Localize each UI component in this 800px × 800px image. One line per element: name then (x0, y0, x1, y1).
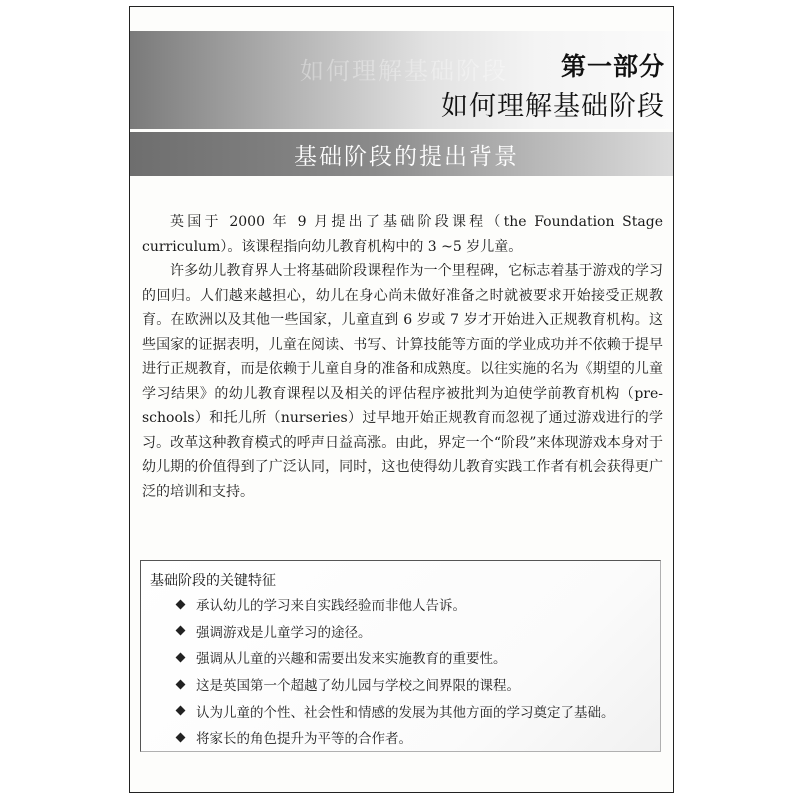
feature-text: 承认幼儿的学习来自实践经验而非他人告诉。 (196, 598, 466, 615)
diamond-bullet-icon (176, 599, 186, 609)
feature-list (177, 591, 615, 751)
diamond-bullet-icon (176, 653, 186, 663)
feature-text: 强调从儿童的兴趣和需要出发来实施教育的重要性。 (196, 651, 507, 668)
feature-item (177, 618, 615, 645)
diamond-bullet-icon (176, 706, 186, 716)
book-page (129, 6, 674, 793)
header-ghost-text: 如何理解基础阶段 (300, 57, 508, 85)
paragraph: 英国于 2000 年 9 月提出了基础阶段课程（the Foundation Stage curriculum）。该课程指向幼儿教育机构中的 3 ~5 岁儿童。 (142, 214, 663, 255)
part-label: 第一部分 (560, 52, 665, 81)
feature-item (177, 591, 615, 618)
diamond-bullet-icon (176, 679, 186, 689)
key-features-box (140, 560, 661, 752)
feature-text: 强调游戏是儿童学习的途径。 (196, 624, 372, 641)
feature-text: 将家长的角色提升为平等的合作者。 (196, 731, 412, 748)
section-title: 基础阶段的提出背景 (294, 144, 519, 170)
feature-text: 认为儿童的个性、社会性和情感的发展为其他方面的学习奠定了基础。 (196, 704, 615, 721)
diamond-bullet-icon (176, 626, 186, 636)
diamond-bullet-icon (176, 732, 186, 742)
feature-item (177, 724, 615, 751)
body-text (142, 210, 663, 504)
part-title: 如何理解基础阶段 (441, 91, 665, 122)
paragraph: 许多幼儿教育界人士将基础阶段课程作为一个里程碑，它标志着基于游戏的学习的回归。人们越来越担心，幼儿在身心尚未做好准备之时就被要求开始接受正规教育。在欧洲以及其他一些国家，儿童直到 6 岁或 7 岁才开始进入正规教育机构。这些国家的证据表明，儿童在阅读、书写、计算技能等方面的学业成功并不依赖于提早进行正规教育，而是依赖于儿童自身的准备和成熟度。以往实施的名为《期望的儿童学习结果》的幼儿教育课程以及相关的评估程序被批判为迫使学前教育机构（pre-schools）和托儿所（nurseries）过早地开始正规教育而忽视了通过游戏进行的学习。改革这种教育模式的呼声日益高涨。由此，界定一个“阶段”来体现游戏本身对于幼儿期的价值得到了广泛认同，同时，这也使得幼儿教育实践工作者有机会获得更广泛的培训和支持。 (142, 263, 663, 500)
feature-item (177, 644, 615, 671)
feature-item (177, 697, 615, 724)
feature-text: 这是英国第一个超越了幼儿园与学校之间界限的课程。 (196, 678, 520, 695)
feature-item (177, 671, 615, 698)
box-title: 基础阶段的关键特征 (150, 573, 276, 589)
